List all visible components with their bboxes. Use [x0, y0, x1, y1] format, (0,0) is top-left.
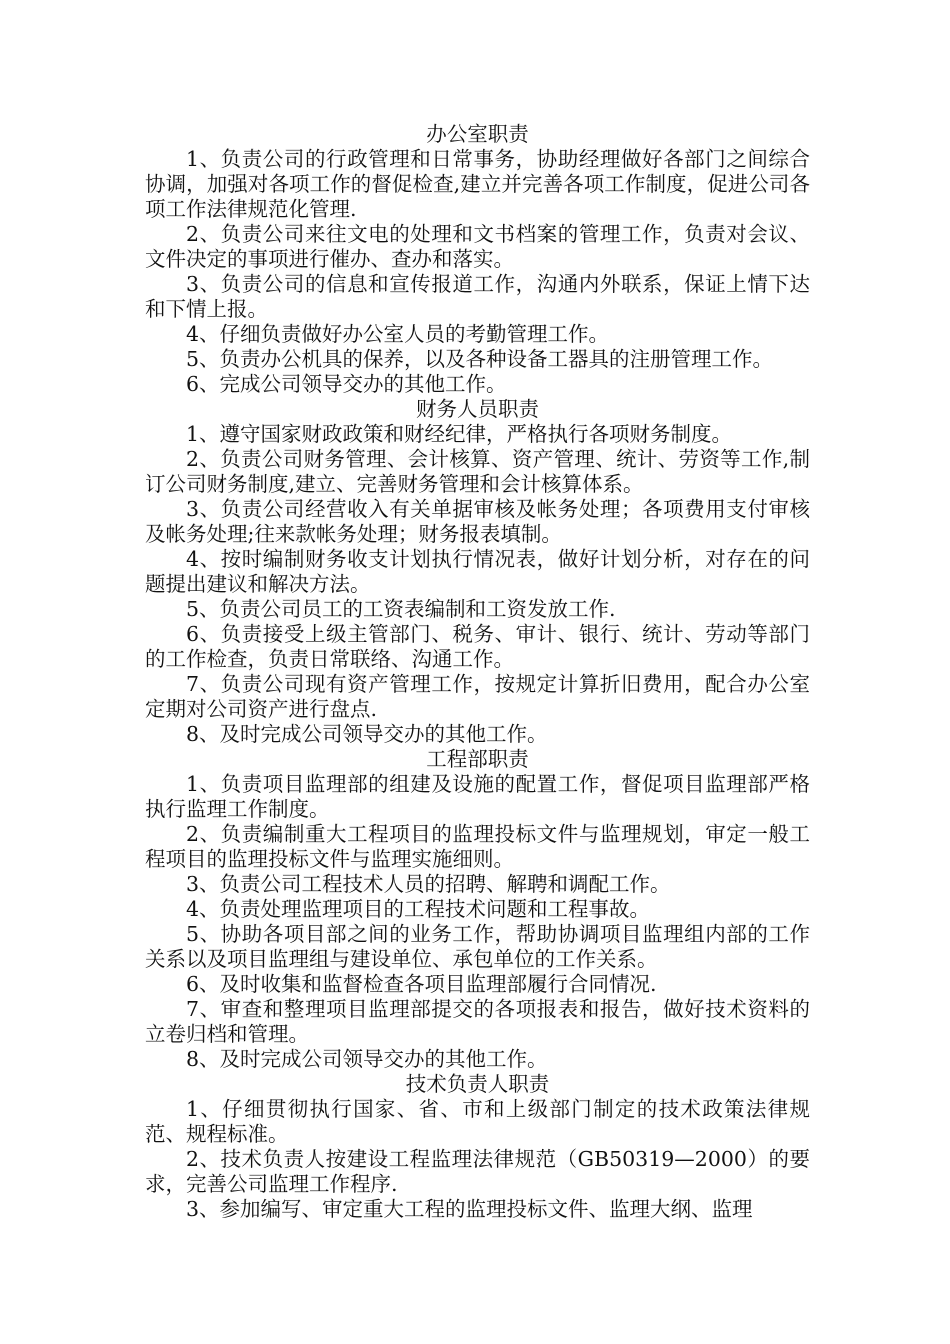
section-title: 财务人员职责: [416, 397, 539, 421]
section-title: 办公室职责: [426, 122, 529, 146]
section-title: 技术负责人职责: [405, 1072, 550, 1096]
duty-paragraph: 1、仔细贯彻执行国家、省、市和上级部门制定的技术政策法律规范、规程标准。: [145, 1097, 810, 1146]
document-body: [145, 122, 810, 1222]
duty-paragraph: 3、负责公司经营收入有关单据审核及帐务处理；各项费用支付审核及帐务处理;往来款帐务处理；财务报表填制。: [145, 497, 810, 546]
duty-paragraph: 2、负责编制重大工程项目的监理投标文件与监理规划，审定一般工程项目的监理投标文件与监理实施细则。: [145, 822, 810, 871]
duty-paragraph: 5、负责办公机具的保养，以及各种设备工器具的注册管理工作。: [186, 347, 774, 371]
duty-paragraph: 4、仔细负责做好办公室人员的考勤管理工作。: [186, 322, 610, 346]
duty-paragraph: 8、及时完成公司领导交办的其他工作。: [186, 722, 548, 746]
duty-paragraph: 6、负责接受上级主管部门、税务、审计、银行、统计、劳动等部门的工作检查，负责日常联络、沟通工作。: [145, 622, 810, 671]
section-office: [145, 122, 810, 397]
duty-paragraph: 8、及时完成公司领导交办的其他工作。: [186, 1047, 548, 1071]
duty-paragraph: 6、及时收集和监督检查各项目监理部履行合同情况.: [186, 972, 657, 996]
duty-paragraph: 7、负责公司现有资产管理工作，按规定计算折旧费用，配合办公室定期对公司资产进行盘点.: [145, 672, 810, 721]
duty-paragraph: 2、技术负责人按建设工程监理法律规范（GB50319—2000）的要求，完善公司监理工作程序.: [145, 1147, 810, 1196]
duty-paragraph: 5、负责公司员工的工资表编制和工资发放工作.: [186, 597, 616, 621]
duty-paragraph: 4、负责处理监理项目的工程技术问题和工程事故。: [186, 897, 651, 921]
duty-paragraph: 1、负责项目监理部的组建及设施的配置工作，督促项目监理部严格执行监理工作制度。: [145, 772, 810, 821]
section-technical-lead: [145, 1072, 810, 1222]
duty-paragraph: 4、按时编制财务收支计划执行情况表，做好计划分析，对存在的问题提出建议和解决方法。: [145, 547, 810, 596]
duty-paragraph: 3、负责公司工程技术人员的招聘、解聘和调配工作。: [186, 872, 671, 896]
duty-paragraph: 3、参加编写、审定重大工程的监理投标文件、监理大纲、监理: [186, 1197, 753, 1221]
duty-paragraph: 1、负责公司的行政管理和日常事务，协助经理做好各部门之间综合协调，加强对各项工作的督促检查,建立并完善各项工作制度，促进公司各项工作法律规范化管理.: [145, 147, 810, 221]
duty-paragraph: 1、遵守国家财政政策和财经纪律，严格执行各项财务制度。: [186, 422, 733, 446]
section-finance: [145, 397, 810, 747]
section-engineering: [145, 747, 810, 1072]
duty-paragraph: 7、审查和整理项目监理部提交的各项报表和报告，做好技术资料的立卷归档和管理。: [145, 997, 810, 1046]
duty-paragraph: 2、负责公司财务管理、会计核算、资产管理、统计、劳资等工作,制订公司财务制度,建立、完善财务管理和会计核算体系。: [145, 447, 810, 496]
duty-paragraph: 2、负责公司来往文电的处理和文书档案的管理工作，负责对会议、文件决定的事项进行催办、查办和落实。: [145, 222, 810, 271]
duty-paragraph: 6、完成公司领导交办的其他工作。: [186, 372, 507, 396]
duty-paragraph: 5、协助各项目部之间的业务工作，帮助协调项目监理组内部的工作关系以及项目监理组与建设单位、承包单位的工作关系。: [145, 922, 810, 971]
duty-paragraph: 3、负责公司的信息和宣传报道工作，沟通内外联系，保证上情下达和下情上报。: [145, 272, 810, 321]
section-title: 工程部职责: [426, 747, 529, 771]
